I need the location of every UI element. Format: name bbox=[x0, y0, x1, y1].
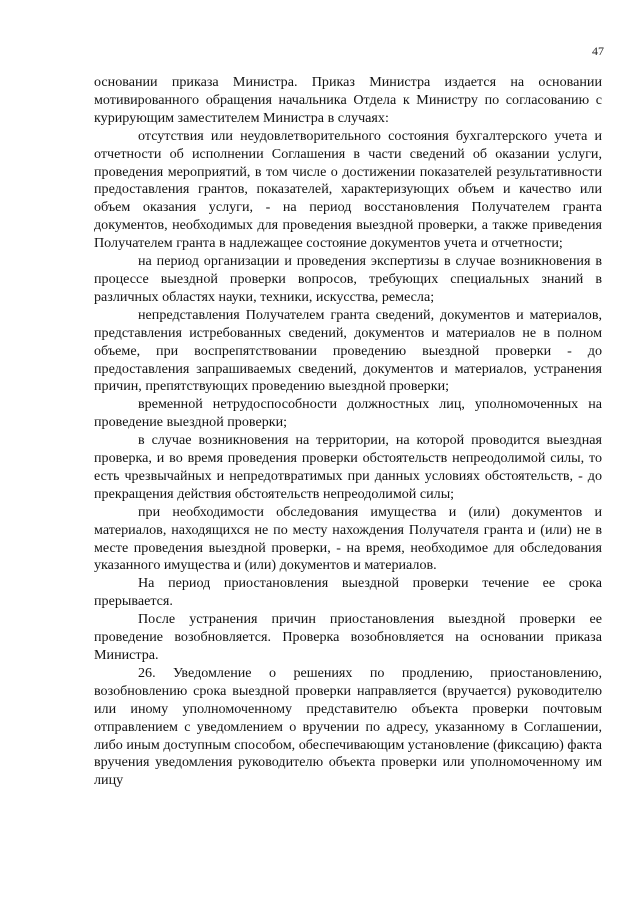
paragraph-case-property-inspection: при необходимости обследования имущества и (или) документов и материалов, находящихся не по месту нахождения Получателя гранта и (или) не в месте проведения выездной проверки, - на время, необходимое для обследования указанного имущества и (или) документов и материалов. bbox=[94, 503, 602, 574]
document-body bbox=[94, 74, 602, 790]
paragraph-case-accounting: отсутствия или неудовлетворительного состояния бухгалтерского учета и отчетности об исполнении Соглашения в части сведений об оказании услуги, проведения мероприятий, в том числе о достижении показателей результативности предоставления грантов, показателей, характеризующих объем и качество или объем оказания услуги, - на период восстановления Получателем гранта документов, необходимых для проведения выездной проверки, а также приведения Получателем гранта в надлежащее состояние документов учета и отчетности; bbox=[94, 127, 602, 252]
paragraph-term-interruption: На период приостановления выездной проверки течение ее срока прерывается. bbox=[94, 575, 602, 610]
paragraph-case-nondisclosure: непредставления Получателем гранта сведений, документов и материалов, представления истребованных сведений, документов и материалов не в полном объеме, при воспрепятствовании проведению выездной проверки - до предоставления запрашиваемых сведений, документов и материалов, устранения причин, препятствующих проведению выездной проверки; bbox=[94, 306, 602, 395]
paragraph-case-force-majeure: в случае возникновения на территории, на которой проводится выездная проверка, и во время проведения проверки обстоятельств непреодолимой силы, то есть чрезвычайных и непредотвратимых при данных условиях обстоятельств, - до прекращения действия обстоятельств непреодолимой силы; bbox=[94, 432, 602, 502]
paragraph-case-disability: временной нетрудоспособности должностных лиц, уполномоченных на проведение выездной проверки; bbox=[94, 396, 602, 431]
paragraph-section-26: 26. Уведомление о решениях по продлению, приостановлению, возобновлению срока выездной проверки направляется (вручается) руководителю или иному уполномоченному представителю объекта проверки почтовым отправлением с уведомлением о вручении по адресу, указанному в Соглашении, либо иным доступным способом, обеспечивающим установление (фиксацию) факта вручения уведомления руководителю объекта проверки или уполномоченному им лицу bbox=[94, 664, 602, 789]
page-number: 47 bbox=[592, 44, 604, 58]
paragraph-case-expertise: на период организации и проведения экспертизы в случае возникновения в процессе выездной проверки вопросов, требующих специальных знаний в различных областях науки, техники, искусства, ремесла; bbox=[94, 253, 602, 305]
paragraph-continuation: основании приказа Министра. Приказ Министра издается на основании мотивированного обращения начальника Отдела к Министру по согласованию с курирующим заместителем Министра в случаях: bbox=[94, 74, 602, 126]
paragraph-resumption: После устранения причин приостановления выездной проверки ее проведение возобновляется. Проверка возобновляется на основании приказа Министра. bbox=[94, 611, 602, 663]
